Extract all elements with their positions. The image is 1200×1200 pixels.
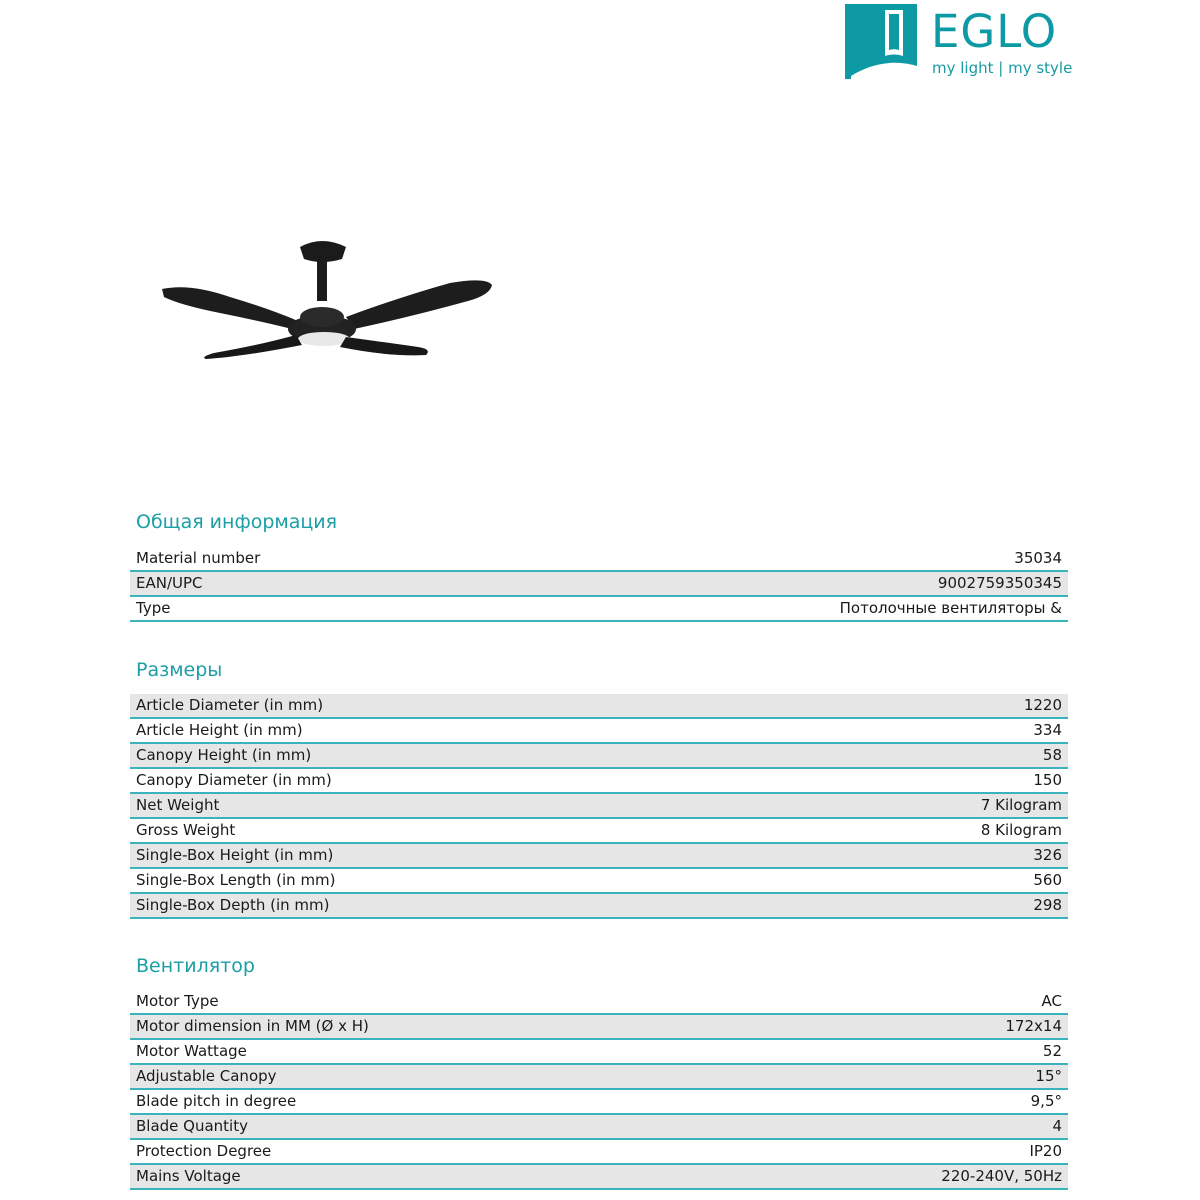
spec-row [130,819,1068,844]
spec-label: Single-Box Length (in mm) [136,871,336,889]
spec-row [130,1140,1068,1165]
spec-value: 298 [1033,896,1062,914]
spec-label: Net Weight [136,796,220,814]
eglo-logo-icon [845,4,920,79]
ceiling-fan-icon [150,225,510,375]
spec-row [130,990,1068,1015]
spec-row [130,1065,1068,1090]
spec-label: Motor Wattage [136,1042,247,1060]
spec-value: 334 [1033,721,1062,739]
spec-row [130,1040,1068,1065]
spec-row [130,1115,1068,1140]
spec-row [130,547,1068,572]
spec-label: Adjustable Canopy [136,1067,277,1085]
spec-value: 9,5° [1030,1092,1062,1110]
spec-row [130,869,1068,894]
spec-value: 52 [1042,1042,1062,1060]
spec-row [130,844,1068,869]
spec-row [130,769,1068,794]
spec-row [130,1015,1068,1040]
spec-value: 172x14 [1005,1017,1062,1035]
spec-label: EAN/UPC [136,574,203,592]
spec-value: 15° [1035,1067,1062,1085]
spec-row [130,719,1068,744]
spec-row [130,694,1068,719]
spec-value: 1220 [1023,696,1062,714]
spec-table [130,990,1068,1190]
spec-value: 7 Kilogram [980,796,1062,814]
spec-label: Blade Quantity [136,1117,248,1135]
spec-label: Motor Type [136,992,219,1010]
spec-value: 220-240V, 50Hz [941,1167,1062,1185]
section-dimensions [130,657,1068,919]
section-fan [130,953,1068,1190]
spec-value: 8 Kilogram [980,821,1062,839]
spec-label: Motor dimension in MM (Ø x H) [136,1017,369,1035]
brand-name: EGLO [931,5,1058,58]
section-title: Общая информация [136,511,338,533]
spec-label: Single-Box Height (in mm) [136,846,334,864]
spec-row [130,597,1068,622]
spec-label: Material number [136,549,261,567]
brand-logo [845,4,1075,84]
spec-value: 150 [1033,771,1062,789]
spec-value: IP20 [1029,1142,1062,1160]
spec-row [130,894,1068,919]
spec-label: Single-Box Depth (in mm) [136,896,330,914]
spec-label: Article Diameter (in mm) [136,696,324,714]
spec-label: Protection Degree [136,1142,272,1160]
spec-value: Потолочные вентиляторы & [839,599,1062,617]
spec-label: Gross Weight [136,821,236,839]
spec-row [130,572,1068,597]
section-title: Размеры [136,659,223,681]
spec-row [130,1090,1068,1115]
spec-value: 326 [1033,846,1062,864]
spec-value: 9002759350345 [937,574,1062,592]
section-title: Вентилятор [136,955,255,977]
spec-label: Blade pitch in degree [136,1092,297,1110]
spec-label: Mains Voltage [136,1167,241,1185]
spec-value: 560 [1033,871,1062,889]
brand-slogan: my light | my style [932,59,1073,77]
spec-value: 58 [1042,746,1062,764]
spec-value: AC [1041,992,1062,1010]
spec-value: 4 [1052,1117,1062,1135]
spec-table [130,694,1068,919]
spec-row [130,744,1068,769]
spec-value: 35034 [1014,549,1062,567]
spec-label: Type [136,599,171,617]
section-general-info [130,509,1068,622]
spec-table [130,547,1068,622]
spec-label: Canopy Height (in mm) [136,746,312,764]
spec-row [130,794,1068,819]
spec-label: Canopy Diameter (in mm) [136,771,332,789]
spec-label: Article Height (in mm) [136,721,303,739]
spec-row [130,1165,1068,1190]
